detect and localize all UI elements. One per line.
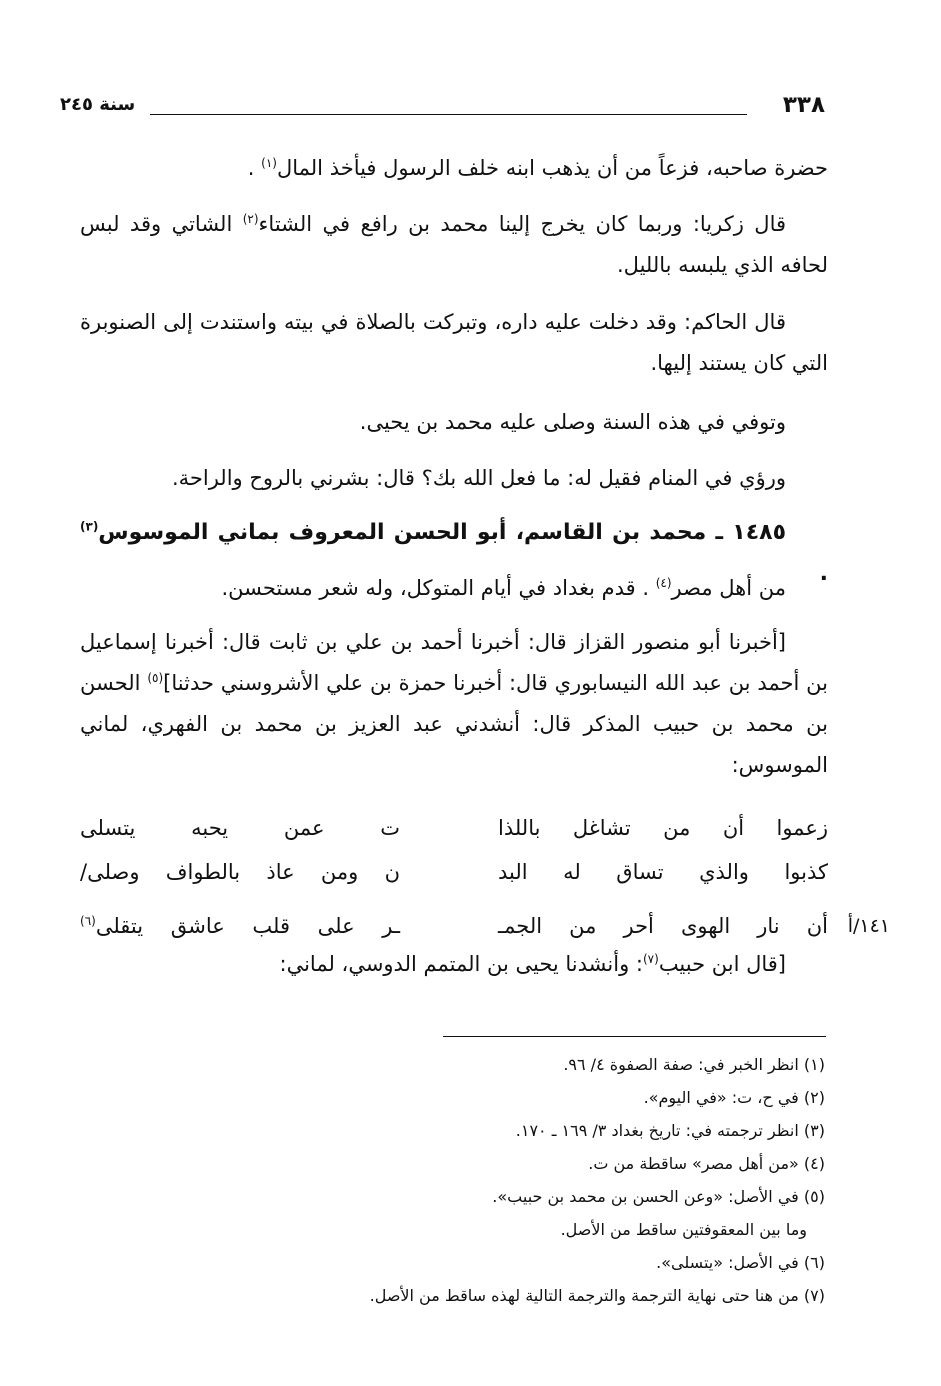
paragraph-text: قال الحاكم: وقد دخلت عليه داره، وتبركت بالصلاة في بيته واستندت إلى الصنوبرة التي كان يستند إليها. — [80, 310, 828, 375]
paragraph-5 — [80, 458, 828, 499]
paragraph-2 — [80, 204, 828, 286]
verse-second-hemistich: ت عمن يحبه يتسلى — [80, 816, 400, 840]
footnote-continuation: وما بين المعقوفتين ساقط من الأصل. — [560, 1220, 807, 1239]
footnote-item: (٥) في الأصل: «وعن الحسن بن محمد بن حبيب». — [492, 1187, 825, 1206]
paragraph-text: قال زكريا: وربما كان يخرج إلينا محمد بن رافع في الشتاء — [258, 212, 787, 236]
paragraph-text: . — [247, 156, 262, 180]
paragraph-3 — [80, 302, 828, 384]
footnote-ref: (٥) — [147, 671, 164, 685]
paragraph-1 — [80, 148, 828, 189]
footnote-ref: (٢) — [242, 212, 259, 226]
footnote-separator — [443, 1036, 826, 1037]
paragraph-text: حضرة صاحبه، فزعاً من أن يذهب ابنه خلف الرسول فيأخذ المال — [276, 156, 828, 180]
paragraph-4 — [80, 402, 828, 443]
footnote-ref: (٦) — [80, 914, 96, 928]
verse-second-hemistich: ن ومن عاذ بالطواف وصلى/ — [80, 860, 400, 884]
heading-text: . — [819, 561, 828, 586]
footnote-item: (٢) في ح، ت: «في اليوم». — [643, 1088, 825, 1107]
poem-verse — [80, 852, 828, 892]
footnote-ref: (٣) — [80, 519, 99, 534]
paragraph-text: [أخبرنا أبو منصور القزاز قال: أخبرنا أحمد بن علي بن ثابت قال: أخبرنا إسماعيل بن أحمد بن عبد الله النيسابوري قال: أخبرنا حمزة بن علي الأشروسني حدثنا] — [80, 630, 828, 695]
verse-text: ـر على قلب عاشق يتقلى — [95, 914, 400, 938]
page-number: ٣٣٨ — [782, 92, 825, 118]
verse-first-hemistich: كذبوا والذي تساق له البد — [498, 860, 828, 884]
paragraph-7 — [80, 622, 828, 786]
paragraph-text: ورؤي في المنام فقيل له: ما فعل الله بك؟ قال: بشرني بالروح والراحة. — [171, 466, 786, 490]
manuscript-folio-note: ١٤١/أ — [847, 915, 890, 937]
year-label: سنة ٢٤٥ — [60, 94, 136, 115]
paragraph-text: من أهل مصر — [671, 576, 786, 600]
paragraph-text: الشاتي وقد لبس لحافه الذي يلبسه بالليل. — [80, 212, 828, 277]
header-rule — [150, 114, 747, 115]
footnote-ref: (١) — [261, 156, 277, 170]
verse-first-hemistich: زعموا أن من تشاغل باللذا — [498, 816, 828, 840]
footnote-item: (١) انظر الخبر في: صفة الصفوة ٤/ ٩٦. — [563, 1055, 825, 1074]
verse-first-hemistich: أن نار الهوى أحر من الجمـ — [498, 914, 828, 938]
paragraph-text: الحسن بن محمد بن حبيب المذكر قال: أنشدني عبد العزيز بن محمد بن الفهري، لماني الموسوس: — [80, 671, 828, 777]
paragraph-8 — [80, 944, 828, 985]
footnote-item: (٦) في الأصل: «يتسلى». — [656, 1253, 825, 1272]
poem-verse — [80, 906, 890, 946]
paragraph-text: وتوفي في هذه السنة وصلى عليه محمد بن يحيى. — [359, 410, 786, 434]
footnote-item: (٤) «من أهل مصر» ساقطة من ت. — [588, 1154, 825, 1173]
poem-verse — [80, 808, 828, 848]
footnotes-section — [100, 1048, 825, 1312]
footnote-ref: (٧) — [642, 952, 659, 966]
paragraph-text: . قدم بغداد في أيام المتوكل، وله شعر مستحسن. — [221, 576, 656, 600]
footnote-ref: (٤) — [655, 576, 672, 590]
footnote-item: (٣) انظر ترجمته في: تاريخ بغداد ٣/ ١٦٩ ـ ١٧٠. — [515, 1121, 825, 1140]
footnote-item: (٧) من هنا حتى نهاية الترجمة والترجمة التالية لهذه ساقط من الأصل. — [369, 1286, 825, 1305]
page-header — [60, 92, 825, 122]
paragraph-text: [قال ابن حبيب — [658, 952, 786, 976]
paragraph-6 — [80, 568, 828, 609]
paragraph-text: : وأنشدنا يحيى بن المتمم الدوسي، لماني: — [279, 952, 643, 976]
verse-second-hemistich — [80, 906, 400, 946]
heading-text: ١٤٨٥ ـ محمد بن القاسم، أبو الحسن المعروف بماني الموسوس — [98, 520, 786, 545]
